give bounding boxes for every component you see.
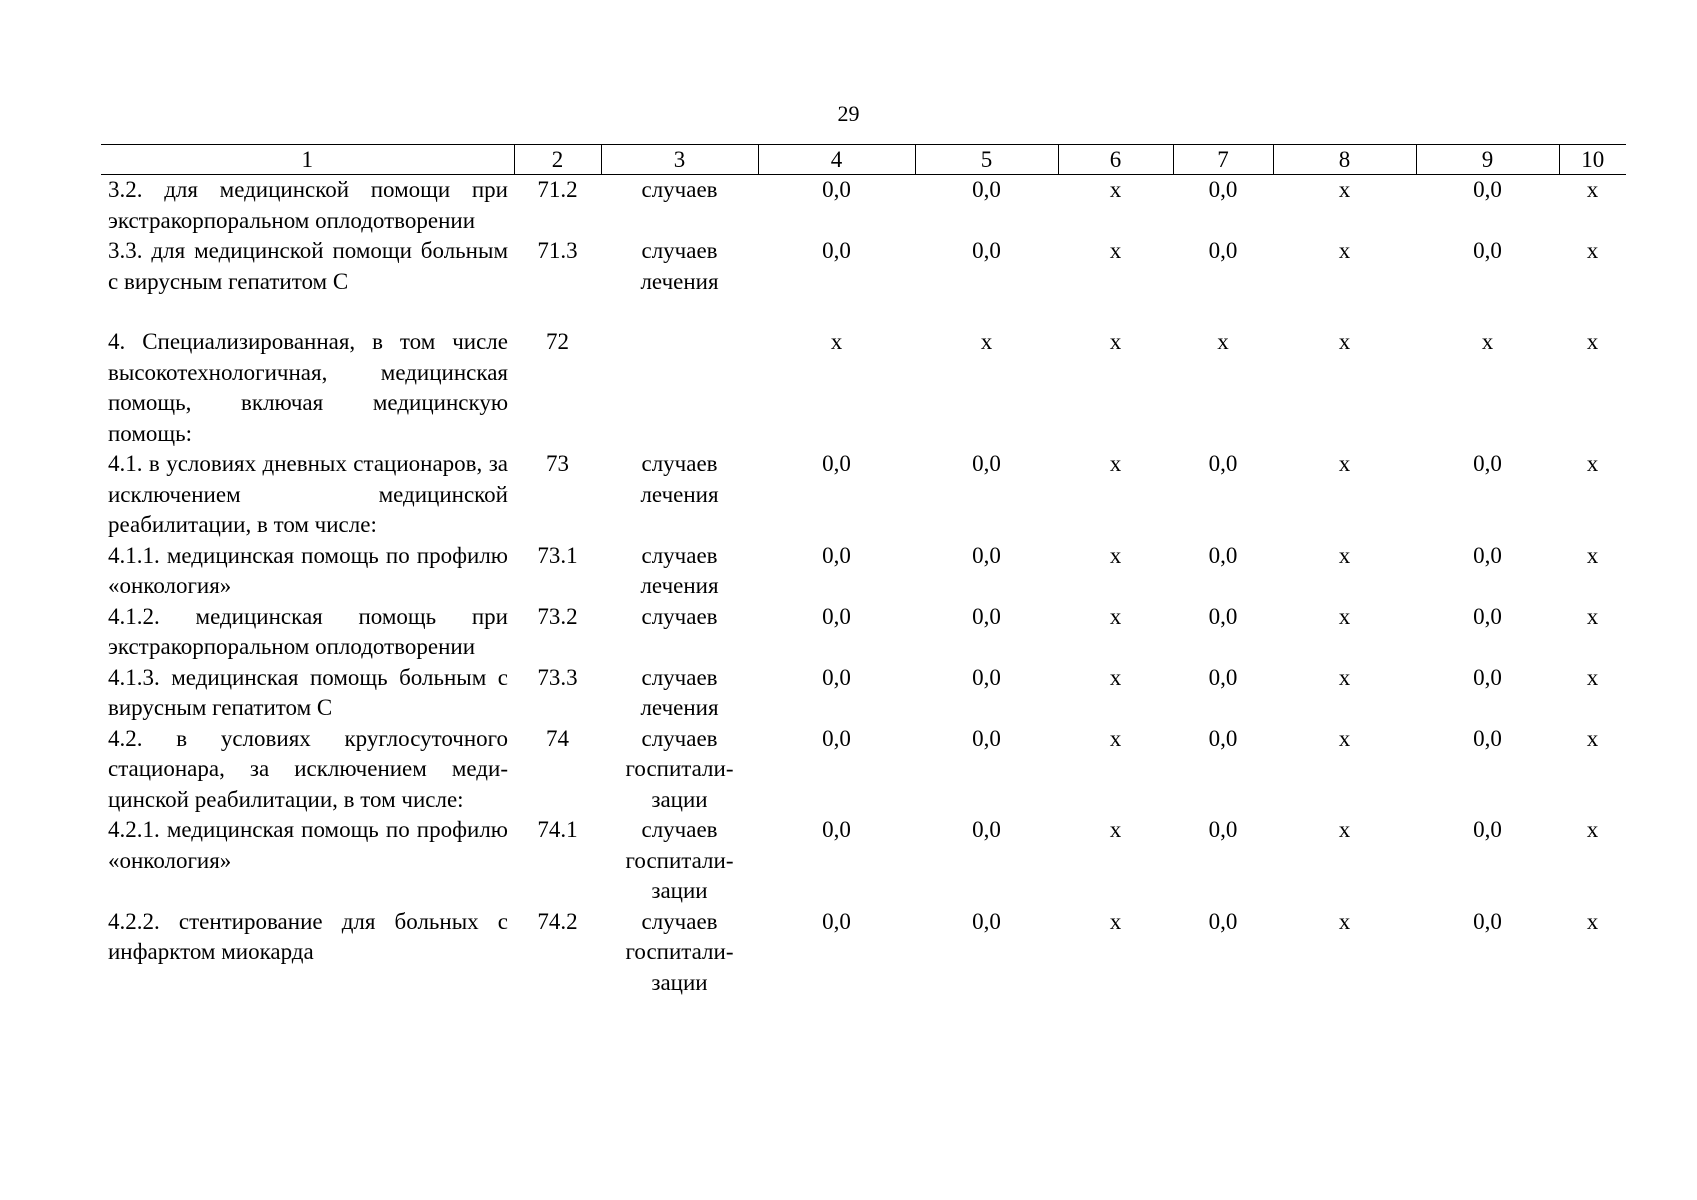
cell-col-9: 0,0	[1473, 908, 1502, 934]
cell-col-9: 0,0	[1473, 451, 1502, 476]
row-unit: случаев лечения	[640, 542, 719, 598]
cell-col-4: 0,0	[822, 908, 851, 934]
column-header-7: 7	[1173, 145, 1273, 175]
cell-col-7: 0,0	[1208, 725, 1238, 751]
cell-col-10: х	[1586, 603, 1599, 629]
row-code: 71.2	[537, 177, 578, 202]
cell-col-7: 0,0	[1208, 238, 1238, 263]
cell-col-4: 0,0	[822, 238, 851, 263]
cell-col-6: х	[1109, 908, 1122, 934]
table-row	[101, 663, 1626, 724]
cell-col-4: 0,0	[822, 664, 851, 690]
cell-col-8: х	[1338, 542, 1351, 568]
cell-col-6: х	[1109, 329, 1122, 354]
row-code: 74	[546, 725, 569, 751]
cell-col-5: х	[980, 329, 993, 354]
table-row	[101, 724, 1626, 816]
cell-col-4: 0,0	[822, 725, 851, 751]
row-code: 73	[546, 451, 569, 476]
cell-col-9: 0,0	[1473, 238, 1502, 263]
cell-col-5: 0,0	[972, 817, 1001, 842]
page-number: 29	[837, 101, 860, 126]
cell-col-6: х	[1109, 725, 1122, 751]
cell-col-6: х	[1109, 542, 1122, 568]
row-unit: случаев госпитализации	[625, 908, 734, 995]
cell-col-5: 0,0	[972, 177, 1001, 202]
row-unit: случаев	[641, 177, 718, 202]
column-header-1: 1	[101, 145, 514, 175]
row-unit: случаев	[641, 603, 718, 629]
cell-col-9: 0,0	[1473, 664, 1502, 690]
cell-col-4: 0,0	[822, 177, 851, 202]
row-name: 4.2. в условиях круглосуточного стационара, за исключением медицинской реабилитации, в том числе:	[108, 725, 508, 812]
cell-col-6: х	[1109, 238, 1122, 263]
row-name: 4.2.2. стентирование для больных с инфарктом миокарда	[108, 908, 508, 964]
cell-col-8: х	[1338, 238, 1351, 263]
spacer-row	[101, 297, 1626, 327]
cell-col-10: х	[1586, 817, 1599, 842]
cell-col-4: 0,0	[822, 817, 851, 842]
cell-col-7: 0,0	[1208, 817, 1238, 842]
table-row	[101, 541, 1626, 602]
cell-col-9: 0,0	[1473, 603, 1502, 629]
table-row	[101, 236, 1626, 297]
column-header-2: 2	[514, 145, 601, 175]
cell-col-10: х	[1586, 238, 1599, 263]
row-name: 3.3. для медицинской помощи больным с вирусным гепатитом С	[108, 238, 508, 294]
row-name: 4.2.1. медицинская помощь по профилю «онкология»	[108, 817, 508, 873]
row-code: 73.3	[537, 664, 578, 690]
cell-col-6: х	[1109, 664, 1122, 690]
cell-col-7: 0,0	[1208, 177, 1238, 202]
table-row	[101, 907, 1626, 999]
column-header-6: 6	[1058, 145, 1173, 175]
cell-col-4: х	[830, 329, 843, 354]
cell-col-8: х	[1338, 908, 1351, 934]
cell-col-8: х	[1338, 664, 1351, 690]
row-code: 73.2	[537, 603, 578, 629]
row-code: 71.3	[537, 238, 578, 263]
table-row	[101, 175, 1626, 237]
cell-col-5: 0,0	[972, 603, 1001, 629]
table-row	[101, 602, 1626, 663]
row-name: 3.2. для медицинской помощи при экстракорпоральном оплодотворении	[108, 177, 508, 233]
cell-col-4: 0,0	[822, 451, 851, 476]
cell-col-7: 0,0	[1208, 664, 1238, 690]
cell-col-8: х	[1338, 725, 1351, 751]
cell-col-7: 0,0	[1208, 542, 1238, 568]
table-row	[101, 327, 1626, 449]
column-header-3: 3	[601, 145, 758, 175]
header-row	[101, 145, 1626, 175]
row-code: 74.1	[537, 817, 578, 842]
data-table	[101, 144, 1626, 998]
cell-col-9: 0,0	[1473, 542, 1502, 568]
cell-col-9: 0,0	[1473, 817, 1502, 842]
row-code: 72	[546, 329, 569, 354]
column-header-4: 4	[758, 145, 915, 175]
cell-col-10: х	[1586, 329, 1599, 354]
row-unit: случаев госпитализации	[625, 817, 734, 903]
cell-col-6: х	[1109, 603, 1122, 629]
cell-col-9: х	[1481, 329, 1494, 354]
cell-col-4: 0,0	[822, 603, 851, 629]
column-header-10: 10	[1559, 145, 1626, 175]
table-row	[101, 815, 1626, 907]
cell-col-10: х	[1586, 542, 1599, 568]
row-name: 4. Специализированная, в том числе высокотехнологичная, медицинская помощь, включая медицинскую помощь:	[108, 329, 508, 446]
row-name: 4.1.3. медицинская помощь больным с вирусным гепатитом С	[108, 664, 508, 720]
cell-col-10: х	[1586, 451, 1599, 476]
cell-col-5: 0,0	[972, 238, 1001, 263]
row-name: 4.1.1. медицинская помощь по профилю «онкология»	[108, 542, 508, 598]
row-name: 4.1. в условиях дневных стационаров, за исключением медицинской реабилитации, в том числе:	[108, 451, 508, 537]
cell-col-7: 0,0	[1208, 603, 1238, 629]
cell-col-7: 0,0	[1208, 451, 1238, 476]
row-unit: случаев лечения	[640, 238, 719, 294]
cell-col-5: 0,0	[972, 725, 1001, 751]
cell-col-5: 0,0	[972, 908, 1001, 934]
cell-col-10: х	[1586, 725, 1599, 751]
row-name: 4.1.2. медицинская помощь при экстракорпоральном оплодотворении	[108, 603, 508, 659]
cell-col-8: х	[1338, 329, 1351, 354]
cell-col-8: х	[1338, 451, 1351, 476]
column-header-8: 8	[1273, 145, 1416, 175]
cell-col-9: 0,0	[1473, 177, 1502, 202]
spacer-cell	[101, 297, 1626, 327]
column-header-9: 9	[1416, 145, 1559, 175]
row-unit: случаев госпитализации	[625, 725, 734, 812]
table-row	[101, 449, 1626, 541]
row-unit: случаев лечения	[640, 451, 719, 507]
row-unit	[601, 327, 758, 449]
cell-col-7: х	[1217, 329, 1229, 354]
cell-col-7: 0,0	[1208, 908, 1238, 934]
cell-col-5: 0,0	[972, 451, 1001, 476]
row-code: 74.2	[537, 908, 578, 934]
row-unit: случаев лечения	[640, 664, 719, 720]
cell-col-8: х	[1338, 817, 1351, 842]
cell-col-4: 0,0	[822, 542, 851, 568]
cell-col-5: 0,0	[972, 542, 1001, 568]
cell-col-8: х	[1338, 177, 1351, 202]
cell-col-6: х	[1109, 177, 1122, 202]
cell-col-10: х	[1586, 908, 1599, 934]
row-code: 73.1	[537, 542, 578, 568]
cell-col-10: х	[1586, 177, 1599, 202]
column-header-5: 5	[915, 145, 1058, 175]
cell-col-6: х	[1109, 451, 1122, 476]
cell-col-10: х	[1586, 664, 1599, 690]
cell-col-8: х	[1338, 603, 1351, 629]
cell-col-6: х	[1109, 817, 1122, 842]
cell-col-9: 0,0	[1473, 725, 1502, 751]
cell-col-5: 0,0	[972, 664, 1001, 690]
